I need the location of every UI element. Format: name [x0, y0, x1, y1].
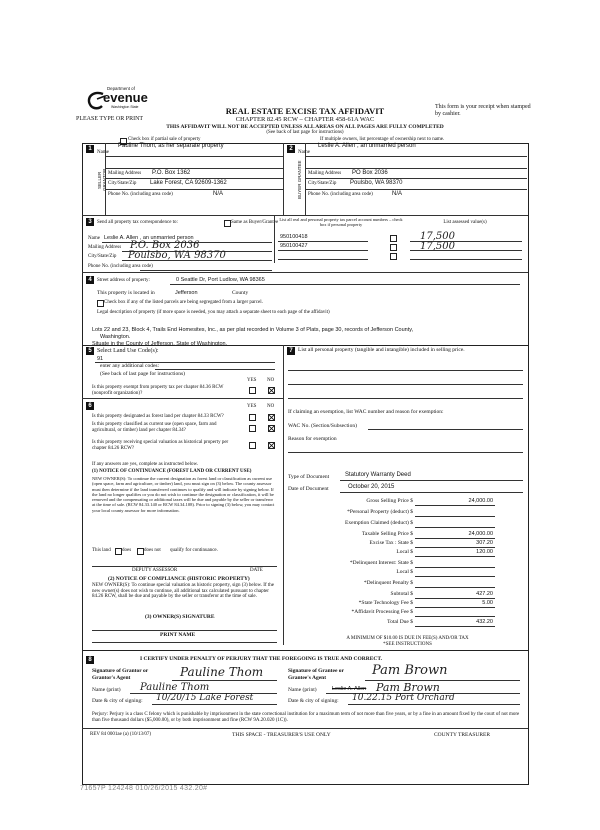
tax-row — [288, 578, 523, 588]
forest-no-checkbox[interactable] — [268, 414, 275, 421]
tax-row-label: Exemption Claimed (deduct) $ — [345, 520, 413, 526]
check-x-icon — [269, 426, 274, 431]
tax-row-label: *Delinquent Penalty $ — [363, 580, 413, 586]
tax-row — [288, 607, 523, 617]
check-x-icon — [269, 388, 274, 393]
tax-row-label: *Affidavit Processing Fee $ — [351, 609, 413, 615]
grantee-date-label: Date & city of signing: — [288, 698, 339, 704]
seller-phone-label: Phone No. (including area code) — [108, 192, 173, 197]
notice2-body: NEW OWNER(S): To continue special valuation as historic property, sign (3) below. If the new owner(s) does not wish to continue, all additional tax calculated pursuant to chapter 84.26 RCW, shall be due and payable by the seller or transferor at the time of sale. — [92, 583, 274, 600]
buyer-mailing-label: Mailing Address — [308, 171, 342, 176]
parcel-2: 950100427 — [280, 243, 308, 249]
q-current-use: Is this property classified as current use (open space, farm and agricultural, or timber) land per chapter 84.34? — [92, 422, 217, 433]
doc-date-label: Date of Document — [288, 486, 329, 492]
grantee-name-label: Name (print) — [288, 687, 317, 693]
tax-row — [288, 496, 523, 506]
does-checkbox[interactable] — [115, 548, 122, 555]
check-x-icon — [269, 415, 274, 420]
logo-line2: evenue — [103, 90, 148, 105]
revision-code: REV 84 0001ae (a) (10/13/07) — [90, 732, 152, 737]
tax-row-value: 432.20 — [476, 619, 493, 625]
buyer-mailing: PO Box 2036 — [352, 170, 388, 176]
tax-row-value: 307.20 — [476, 540, 493, 546]
tax-row-value: 24,000.00 — [468, 498, 493, 504]
assessed-value-1: 17,500 — [420, 231, 455, 242]
same-as-buyer-label: Same as Buyer/Grantee — [231, 220, 279, 225]
s5-no: NO — [267, 378, 275, 383]
section-8-number: 8 — [86, 656, 94, 664]
street-label: Street address of property: — [97, 278, 150, 283]
legal-line-1: Lots 22 and 23, Block 4, Trails End Homesites, Inc., as per plat recorded in Volume 3 of Plats, page 30, records of Jefferson County, — [92, 327, 414, 333]
grantor-date: 10/20/15 Lake Forest — [156, 693, 254, 703]
tax-row-value: 24,000.00 — [468, 531, 493, 537]
recording-stamp: 71657P 124248 010/26/2015 432.20# — [80, 785, 208, 792]
tax-row-label: Taxable Selling Price $ — [361, 531, 413, 537]
assessed-header: List assessed value(s) — [443, 220, 487, 225]
buyer-side-label: BUYER GRANTEE — [297, 160, 302, 200]
multiple-owners-note: If multiple owners, list percentage of ownership next to name. — [320, 137, 445, 142]
qualify-label: qualify for continuance. — [170, 548, 218, 553]
buyer-city-label: City/State/Zip — [308, 181, 337, 186]
section-7-number: 7 — [287, 347, 295, 355]
tax-calculation — [288, 496, 523, 626]
exempt-no-checkbox[interactable] — [268, 387, 275, 394]
seller-phone: N/A — [213, 191, 224, 197]
s6-no: NO — [267, 404, 275, 409]
seller-name: Pauline Thom, as her separate property — [118, 143, 224, 149]
tax-row-label: *Delinquent Interest: State $ — [349, 560, 413, 566]
tax-row-value: 5.00 — [482, 600, 493, 606]
seller-mailing-label: Mailing Address — [108, 171, 142, 176]
see-instructions: *SEE INSTRUCTIONS — [383, 642, 432, 647]
seller-city-label: City/State/Zip — [108, 181, 137, 186]
segregated-label: Check box if any of the listed parcels are being segregated from a larger parcel. — [104, 300, 263, 305]
land-use-label: Select Land Use Code(s): — [97, 348, 159, 354]
assessed-value-2: 17,500 — [420, 241, 455, 252]
doc-type: Statutory Warranty Deed — [345, 472, 411, 478]
owner-signature: (3) OWNER(S) SIGNATURE — [145, 614, 215, 620]
q-historic: Is this property receiving special valuation as historical property per chapter 84.26 RCW? — [92, 440, 229, 451]
street-address: 0 Seattle Dr, Port Ludlow, WA 98365 — [176, 277, 265, 283]
parcel-header: List all real and personal property tax parcel account numbers – check box if personal property — [279, 217, 403, 227]
tax-row-label: Total Due $ — [387, 619, 413, 625]
form-warning: THIS AFFIDAVIT WILL NOT BE ACCEPTED UNLESS ALL AREAS ON ALL PAGES ARE FULLY COMPLETED — [166, 124, 444, 130]
seller-city: Lake Forest, CA 92609-1362 — [150, 180, 227, 186]
tax-row-label: *State Technology Fee $ — [358, 600, 413, 606]
perjury-notice: Perjury: Perjury is a class C felony which is punishable by imprisonment in the state correctional institution for a maximum term of not more than five years, or by a fine in an amount fixed by the court of not more than five thousand dollars ($5,000.00), or by both imprisonment and fine (RCW 9A.20.020 (1C)). — [92, 712, 520, 723]
land-label: This land — [92, 548, 111, 553]
exempt-yes-checkbox[interactable] — [249, 387, 256, 394]
buyer-name-label: Name — [298, 150, 310, 155]
corr-mailing-label: Mailing Address — [88, 245, 122, 250]
section-2-number: 2 — [287, 145, 295, 153]
land-use-see-back: (See back of last page for instructions) — [100, 371, 185, 377]
grantor-name-label: Name (print) — [92, 687, 121, 693]
section-6-number: 6 — [86, 402, 94, 410]
exempt-question: Is this property exempt from property tax per chapter 84.36 RCW (nonprofit organization)? — [92, 385, 224, 396]
tax-row-label: Gross Selling Price $ — [366, 498, 413, 504]
receipt-note: This form is your receipt when stamped by cashier. — [435, 104, 531, 117]
historic-no-checkbox[interactable] — [268, 442, 275, 449]
does-not-checkbox[interactable] — [137, 548, 144, 555]
corr-mailing: P.O. Box 2036 — [130, 240, 200, 251]
logo-line1: Department of — [107, 86, 135, 91]
notice1-body: NEW OWNER(S): To continue the current designation as forest land or classification as current use (open space, farm and agriculture, or timber) land, you must sign on (3) below. The county assessor must then determine if the land transferred continues to qualify and will indicate by signing below. If the land no longer qualifies or you do not wish to continue the designation or classification, it will be removed and the compensating or additional taxes will be due and payable by the seller or transferor at the time of sale. (RCW 84.33.140 or RCW 84.34.108). Prior to signing (3) below, you may contact your local county assessor for more information. — [92, 476, 275, 513]
minimum-due: A MINIMUM OF $10.00 IS DUE IN FEE(S) AND/OR TAX — [346, 636, 469, 641]
seller-mailing: P.O. Box 1362 — [152, 170, 191, 176]
tax-row-label: Subtotal $ — [390, 591, 413, 597]
deputy-assessor: DEPUTY ASSESSOR — [132, 568, 178, 573]
corr-city-label: City/State/Zip — [88, 254, 117, 259]
corr-name: Leslie A. Allen , an unmarried person — [104, 235, 194, 241]
wac-label: WAC No. (Section/Subsection) — [288, 423, 357, 429]
corr-phone-label: Phone No. (including area code) — [88, 264, 153, 269]
section-4-number: 4 — [86, 276, 94, 284]
if-yes-note: If any answers are yes, complete as instructed below. — [92, 462, 199, 467]
buyer-phone-label: Phone No. (including area code) — [308, 192, 373, 197]
please-type: PLEASE TYPE OR PRINT — [76, 116, 144, 122]
buyer-phone: N/A — [392, 191, 403, 197]
seller-name-label: Name — [97, 150, 109, 155]
print-name: PRINT NAME — [160, 632, 196, 638]
historic-yes-checkbox[interactable] — [249, 442, 256, 449]
grantee-date: 10.22.15 Port Orchard — [352, 693, 455, 703]
notice1-title: (1) NOTICE OF CONTINUANCE (FOREST LAND OR CURRENT USE) — [92, 469, 252, 474]
exemption-label: If claiming an exemption, list WAC number and reason for exemption: — [288, 409, 444, 415]
land-use-code: 91 — [97, 356, 104, 362]
notice2-title: (2) NOTICE OF COMPLIANCE (HISTORIC PROPERTY) — [108, 576, 250, 582]
tax-row — [288, 518, 523, 528]
tax-row — [288, 617, 523, 627]
current-use-yes-checkbox[interactable] — [249, 425, 256, 432]
corr-name-label: Name — [88, 236, 100, 241]
tax-row-label: *Personal Property (deduct) $ — [347, 509, 413, 515]
doc-type-label: Type of Document — [288, 474, 330, 480]
seller-side-label: SELLER GRANTOR — [97, 168, 107, 192]
treasurer-only: THIS SPACE - TREASURER'S USE ONLY — [232, 732, 331, 738]
tax-row-label: Local $ — [396, 569, 413, 575]
tax-row — [288, 567, 523, 577]
county-treasurer: COUNTY TREASURER — [434, 732, 491, 738]
grantor-signature: Pauline Thom — [180, 665, 264, 679]
parcel-1-personal-checkbox[interactable] — [390, 235, 397, 242]
parcel-2-personal-checkbox[interactable] — [390, 244, 397, 251]
legal-line-3: Situate in the County of Jefferson, State of Washington. — [92, 341, 228, 347]
grantee-sig-label: Signature of Grantee or Grantee's Agent — [288, 668, 344, 681]
correspondence-label: Send all property tax correspondence to: — [97, 220, 178, 225]
s6-yes: YES — [247, 404, 257, 409]
parcel-3-personal-checkbox[interactable] — [390, 253, 397, 260]
section-1-number: 1 — [86, 145, 94, 153]
form-chapter: CHAPTER 82.45 RCW – CHAPTER 458-61A WAC — [235, 116, 375, 123]
personal-property-label: List all personal property (tangible and intangible) included in selling price. — [298, 347, 465, 353]
section-3-number: 3 — [86, 218, 94, 226]
tax-row-label: Excise Tax : State $ — [369, 540, 413, 546]
certify-statement: I CERTIFY UNDER PENALTY OF PERJURY THAT THE FOREGOING IS TRUE AND CORRECT. — [140, 656, 383, 662]
county-label: County — [232, 290, 249, 296]
located-label: This property is located in — [97, 290, 155, 296]
buyer-name: Leslie A. Allen , an unmarried person — [318, 143, 416, 149]
s5-yes: YES — [247, 378, 257, 383]
dor-logo — [85, 86, 155, 116]
legal-line-2: Washington. — [100, 334, 131, 340]
q-forest-land: Is this property designated as forest land per chapter 84.33 RCW? — [92, 414, 224, 419]
form-title: REAL ESTATE EXCISE TAX AFFIDAVIT — [225, 106, 385, 116]
does-label: does — [122, 548, 132, 553]
tax-row — [288, 547, 523, 557]
doc-date: October 20, 2015 — [348, 484, 395, 490]
see-back: (See back of last page for instructions) — [266, 130, 344, 135]
does-not-label: does not — [144, 548, 161, 553]
tax-row-label: Local $ — [396, 549, 413, 555]
tax-row-value: 120.00 — [476, 549, 493, 555]
grantor-name: Pauline Thom — [140, 682, 210, 693]
parcel-1: 950100418 — [280, 234, 308, 240]
legal-label: Legal description of property (if more space is needed, you may attach a separate sheet to each page of the affidavit) — [97, 310, 330, 315]
reason-label: Reason for exemption — [288, 436, 337, 442]
tax-row — [288, 507, 523, 517]
logo-line3: Washington State — [111, 105, 139, 109]
located-county: Jefferson — [175, 290, 198, 296]
current-use-no-checkbox[interactable] — [268, 425, 275, 432]
corr-city: Poulsbo, WA 98370 — [128, 250, 226, 261]
check-x-icon — [269, 443, 274, 448]
deputy-date: DATE — [250, 568, 263, 573]
buyer-city: Poulsbo, WA 98370 — [350, 180, 403, 186]
grantee-name: Pam Brown — [376, 681, 440, 694]
grantor-date-label: Date & city of signing: — [92, 698, 143, 704]
additional-codes: enter any additional codes: — [100, 363, 160, 369]
grantee-signature: Pam Brown — [372, 663, 448, 678]
grantor-sig-label: Signature of Grantor or Grantor's Agent — [92, 668, 149, 681]
partial-sale-label: Check box if partial sale of property — [128, 137, 201, 142]
section-5-number: 5 — [86, 347, 94, 355]
grantee-name-struck: Leslie A. Allen — [332, 686, 367, 692]
segregated-checkbox[interactable] — [97, 300, 104, 307]
tax-row-value: 427.20 — [476, 591, 493, 597]
same-as-buyer-checkbox[interactable] — [224, 220, 231, 227]
forest-yes-checkbox[interactable] — [249, 414, 256, 421]
